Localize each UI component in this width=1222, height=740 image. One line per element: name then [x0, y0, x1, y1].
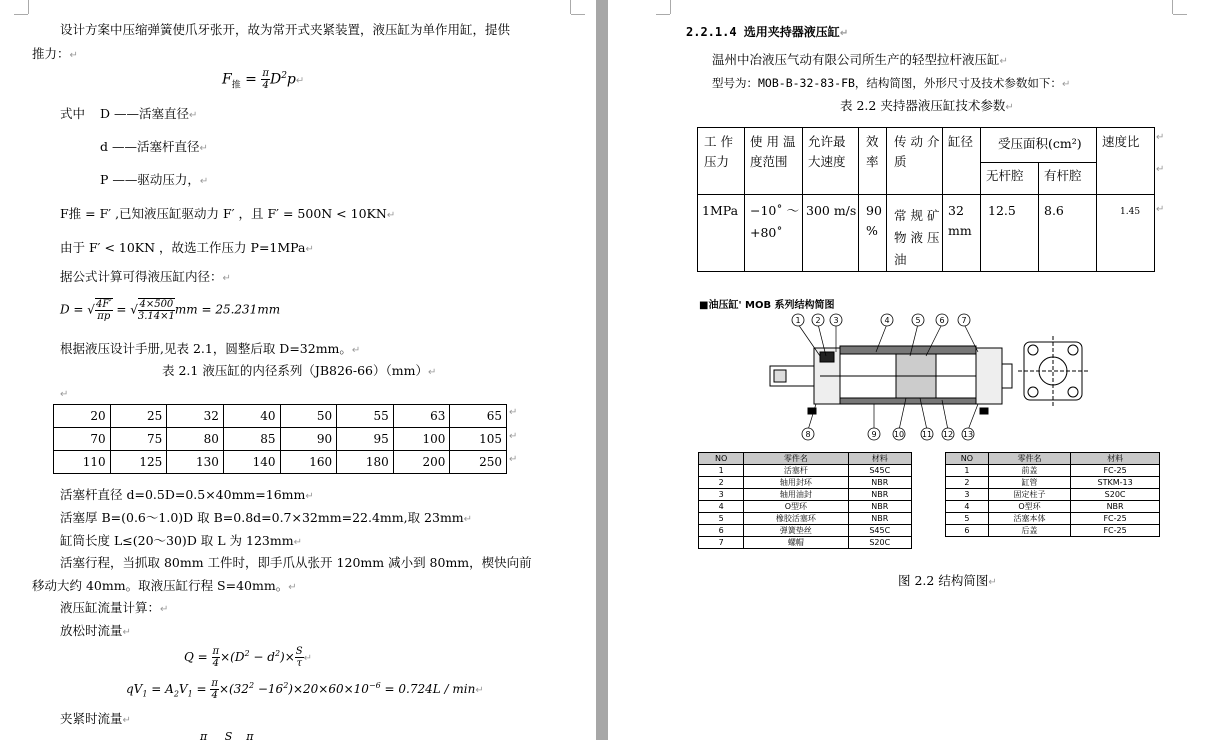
paragraph-line: 推力：↵ [32, 46, 78, 61]
table-header-cell: 零件名 [744, 453, 848, 465]
flow-heading: 液压缸流量计算：↵ [60, 600, 169, 615]
crop-mark [14, 14, 28, 15]
table-cell: FC-25 [1071, 465, 1160, 477]
document-page-left [0, 0, 596, 740]
callout-number: 9 [871, 430, 877, 439]
crop-mark [1172, 0, 1173, 14]
table-cell: 55 [337, 405, 394, 428]
table-cell: 85 [223, 428, 280, 451]
table-row [54, 405, 507, 428]
table-cell: 125 [110, 451, 167, 474]
header-ratio: 速度比 [1102, 134, 1140, 149]
table-row [946, 501, 1160, 513]
table-cell: 活塞本体 [988, 513, 1070, 525]
known-force-line: F推 = F′ ,已知液压缸驱动力 F′ ，且 F′ = 500N < 10KN↵ [60, 206, 396, 221]
table-cell: 2 [699, 477, 744, 489]
table-cell: 螺帽 [744, 537, 848, 549]
paragraph-mark: ↵ [509, 454, 518, 465]
parts-table-left [698, 452, 912, 549]
table-row [946, 525, 1160, 537]
table-cell: 弹簧垫丝 [744, 525, 848, 537]
stroke-line: 移动大约 40mm。取液压缸行程 S=40mm。↵ [32, 578, 297, 593]
callout-number: 5 [915, 316, 921, 325]
table-cell: 130 [167, 451, 224, 474]
figure-caption: 图 2.2 结构简图↵ [898, 573, 997, 588]
table-row [699, 537, 912, 549]
header-no-rod: 无杆腔 [986, 168, 1024, 183]
table-cell: 25 [110, 405, 167, 428]
table-cell: 250 [450, 451, 507, 474]
value-ratio: 1.45 [1120, 207, 1141, 217]
value-temp: −10˚ ～ +80˚ [750, 203, 800, 240]
table-cell: 110 [54, 451, 111, 474]
table-row [946, 477, 1160, 489]
value-no-rod: 12.5 [988, 203, 1016, 218]
callout-number: 10 [893, 430, 905, 439]
table-cell: 轴用封环 [744, 477, 848, 489]
header-pressure: 工 作 压力 [704, 134, 733, 169]
formula-flow-value: $qV_1 = A_2V_1$ = $\frac{\pi}{4}$ $\times(32^2 -16^2)\times 20\times 60\times 10^{-6} = 0.724L$ / min↵ [126, 678, 484, 701]
header-area: 受压面积(cm²) [998, 136, 1082, 151]
parts-table-right [945, 452, 1160, 537]
header-bore: 缸径 [948, 134, 974, 149]
calc-line: 据公式计算可得液压缸内径：↵ [60, 269, 231, 284]
crop-mark [656, 14, 670, 15]
table-cell: FC-25 [1071, 513, 1160, 525]
header-temp: 使 用 温 度范围 [750, 134, 796, 169]
callout-number: 6 [939, 316, 945, 325]
crop-mark [670, 0, 671, 14]
table-cell: 20 [54, 405, 111, 428]
table-cell: 95 [337, 428, 394, 451]
value-eff: 90 % [866, 203, 882, 238]
table-cell: NBR [848, 489, 912, 501]
table-cell: NBR [848, 477, 912, 489]
table-cell: 1 [699, 465, 744, 477]
value-medium: 常 规 矿 物 液 压 油 [894, 208, 940, 267]
table-row [699, 489, 912, 501]
table-cell: 活塞杆 [744, 465, 848, 477]
definition-D: D ——活塞直径↵ [100, 106, 198, 121]
crop-mark [571, 14, 585, 15]
document-page-right [608, 0, 1222, 740]
table-row [699, 513, 912, 525]
table-cell: 前盖 [988, 465, 1070, 477]
paragraph-mark: ↵ [1156, 164, 1165, 175]
table-row [946, 465, 1160, 477]
barrel-length-line: 缸筒长度 L≤(20～30)D 取 L 为 123mm↵ [60, 533, 302, 548]
manufacturer-line: 温州中冶液压气动有限公司所生产的轻型拉杆液压缸↵ [712, 52, 1008, 67]
callout-number: 3 [833, 316, 839, 325]
callout-number: 11 [921, 430, 933, 439]
table-cell: 橡胶活塞环 [744, 513, 848, 525]
cylinder-diagram [696, 312, 1176, 447]
table-cell: NBR [848, 513, 912, 525]
table-cell: 5 [946, 513, 989, 525]
table-cell: 固定柱子 [988, 489, 1070, 501]
definition-d: d ——活塞杆直径↵ [100, 139, 208, 154]
value-pressure: 1MPa [702, 203, 739, 218]
table-cell: 63 [393, 405, 450, 428]
table-cell: 4 [946, 501, 989, 513]
definition-p: P ——驱动压力，↵ [100, 172, 209, 187]
formula-flow: Q = $\frac{\pi}{4}$ $\times(D^2 - d^2)\times$ $\frac{S}{\tau}$ ↵ [184, 646, 313, 669]
crop-mark [1173, 14, 1187, 15]
table-cell: 90 [280, 428, 337, 451]
rod-diameter-line: 活塞杆直径 d=0.5D=0.5×40mm=16mm↵ [60, 487, 314, 502]
paragraph-mark: ↵ [509, 431, 518, 442]
table-2-1-title: 表 2.1 液压缸的内径系列（JB826-66）（mm）↵ [162, 363, 437, 378]
table-header-cell: NO [946, 453, 989, 465]
pressure-line: 由于 F′ < 10KN ，故选工作压力 P=1MPa↵ [60, 240, 314, 255]
formula-bore: D = √ $\frac{4F'}{\pi p}$ = √ $\frac{4\times 500}{3.14\times 1}$ mm = 25.231mm [60, 299, 281, 322]
table-cell: 180 [337, 451, 394, 474]
value-with-rod: 8.6 [1044, 203, 1064, 218]
release-flow-label: 放松时流量↵ [60, 623, 131, 638]
table-cell: 4 [699, 501, 744, 513]
callout-number: 12 [942, 430, 954, 439]
diagram-caption: ■油压缸' MOB 系列结构简图 [699, 300, 835, 311]
table-header-cell: 材料 [1071, 453, 1160, 465]
paragraph-mark: ↵ [1156, 204, 1165, 215]
table-header-row [699, 453, 912, 465]
table-row [699, 525, 912, 537]
table-row [699, 501, 912, 513]
table-cell: 80 [167, 428, 224, 451]
callout-number: 13 [962, 430, 974, 439]
model-line: 型号为：MOB-B-32-83-FB，结构简图，外形尺寸及技术参数如下：↵ [712, 76, 1071, 90]
table-row [54, 451, 507, 474]
paragraph-mark: ↵ [1156, 132, 1165, 143]
formula-cut: π S π [200, 730, 254, 740]
table-cell: 40 [223, 405, 280, 428]
table-cell: STKM-13 [1071, 477, 1160, 489]
table-cell: 65 [450, 405, 507, 428]
header-with-rod: 有杆腔 [1044, 168, 1082, 183]
table-header-cell: NO [699, 453, 744, 465]
header-medium: 传 动 介 质 [894, 134, 940, 169]
table-row [699, 477, 912, 489]
callout-number: 2 [815, 316, 821, 325]
table-cell: 缸管 [988, 477, 1070, 489]
table-cell: 后盖 [988, 525, 1070, 537]
table-cell: O型环 [988, 501, 1070, 513]
value-bore: 32 mm [948, 203, 972, 238]
crop-mark [570, 0, 571, 14]
callout-number: 8 [805, 430, 811, 439]
header-eff: 效 率 [866, 134, 879, 169]
table-cell: 1 [946, 465, 989, 477]
table-cell: 轴用油封 [744, 489, 848, 501]
table-cell: 70 [54, 428, 111, 451]
callout-number: 1 [795, 316, 801, 325]
callout-number: 4 [884, 316, 890, 325]
table-cell: 32 [167, 405, 224, 428]
table-cell: 50 [280, 405, 337, 428]
where-label: 式中 [60, 106, 86, 121]
clamp-flow-label: 夹紧时流量↵ [60, 711, 131, 726]
table-row [54, 428, 507, 451]
header-speed: 允许最 大速度 [808, 134, 846, 169]
spec-table [697, 127, 1155, 272]
value-speed: 300 m/s [806, 203, 857, 218]
table-row [946, 489, 1160, 501]
table-cell: 100 [393, 428, 450, 451]
stroke-line: 活塞行程，当抓取 80mm 工件时，即手爪从张开 120mm 减小到 80mm，楔快向前 [60, 555, 532, 570]
table-cell: 105 [450, 428, 507, 451]
table-cell: 3 [946, 489, 989, 501]
bore-series-table [53, 404, 507, 474]
table-cell: NBR [1071, 501, 1160, 513]
formula-push-force: $F_推$ = $\frac{\pi}{4}$ $D^2p↵$ [222, 68, 305, 91]
table-cell: 6 [946, 525, 989, 537]
table-row [699, 465, 912, 477]
table-cell: 3 [699, 489, 744, 501]
table-cell: O型环 [744, 501, 848, 513]
table-header-cell: 零件名 [988, 453, 1070, 465]
section-heading: 2.2.1.4 选用夹持器液压缸↵ [686, 25, 849, 39]
table-cell: 200 [393, 451, 450, 474]
round-line: 根据液压设计手册,见表 2.1，圆整后取 D=32mm。↵ [60, 341, 361, 356]
crop-mark [28, 0, 29, 14]
table-2-2-title: 表 2.2 夹持器液压缸技术参数↵ [840, 98, 1014, 113]
table-row [946, 513, 1160, 525]
table-cell: S20C [1071, 489, 1160, 501]
table-header-row [946, 453, 1160, 465]
table-cell: 75 [110, 428, 167, 451]
piston-thickness-line: 活塞厚 B=(0.6～1.0)D 取 B=0.8d=0.7×32mm=22.4mm,取 23mm↵ [60, 510, 473, 525]
table-cell: NBR [848, 501, 912, 513]
table-cell: S45C [848, 465, 912, 477]
table-cell: 2 [946, 477, 989, 489]
paragraph-mark: ↵ [509, 407, 518, 418]
table-cell: 6 [699, 525, 744, 537]
table-header-cell: 材料 [848, 453, 912, 465]
table-cell: S45C [848, 525, 912, 537]
table-cell: FC-25 [1071, 525, 1160, 537]
table-cell: 5 [699, 513, 744, 525]
paragraph-mark: ↵ [60, 389, 69, 400]
paragraph-line: 设计方案中压缩弹簧使爪牙张开，故为常开式夹紧装置，液压缸为单作用缸，提供 [60, 22, 511, 37]
callout-number: 7 [961, 316, 967, 325]
table-cell: S20C [848, 537, 912, 549]
table-cell: 160 [280, 451, 337, 474]
table-cell: 140 [223, 451, 280, 474]
table-cell: 7 [699, 537, 744, 549]
